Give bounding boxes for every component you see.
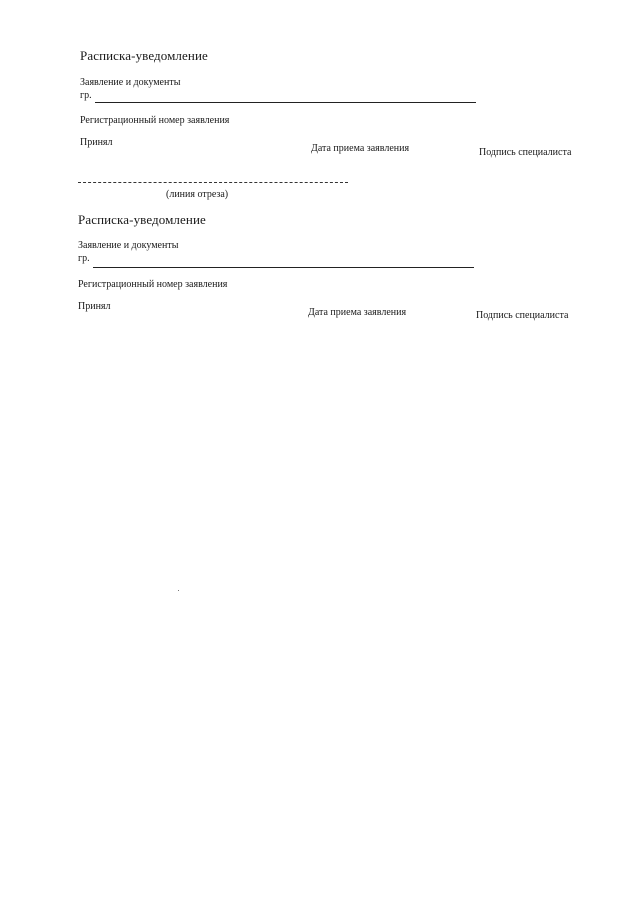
accepted-label: Принял xyxy=(80,137,113,148)
documents-label: Заявление и документы xyxy=(78,240,179,251)
receipt-title: Расписка-уведомление xyxy=(80,48,208,63)
date-label: Дата приема заявления xyxy=(311,143,410,154)
signature-label: Подпись специалиста xyxy=(476,310,569,321)
citizen-prefix: гр. xyxy=(80,90,92,101)
receipt-title: Расписка-уведомление xyxy=(78,212,206,227)
signature-label: Подпись специалиста xyxy=(479,147,572,158)
accepted-label: Принял xyxy=(78,301,111,312)
scan-speck xyxy=(178,590,179,591)
reg-number-label: Регистрационный номер заявления xyxy=(78,279,228,290)
cut-line-label: (линия отреза) xyxy=(166,189,229,200)
citizen-prefix: гр. xyxy=(78,253,90,264)
documents-label: Заявление и документы xyxy=(80,77,181,88)
cut-line xyxy=(78,182,348,183)
reg-number-label: Регистрационный номер заявления xyxy=(80,115,230,126)
date-label: Дата приема заявления xyxy=(308,307,407,318)
citizen-name-line xyxy=(93,267,474,268)
citizen-name-line xyxy=(95,102,476,103)
